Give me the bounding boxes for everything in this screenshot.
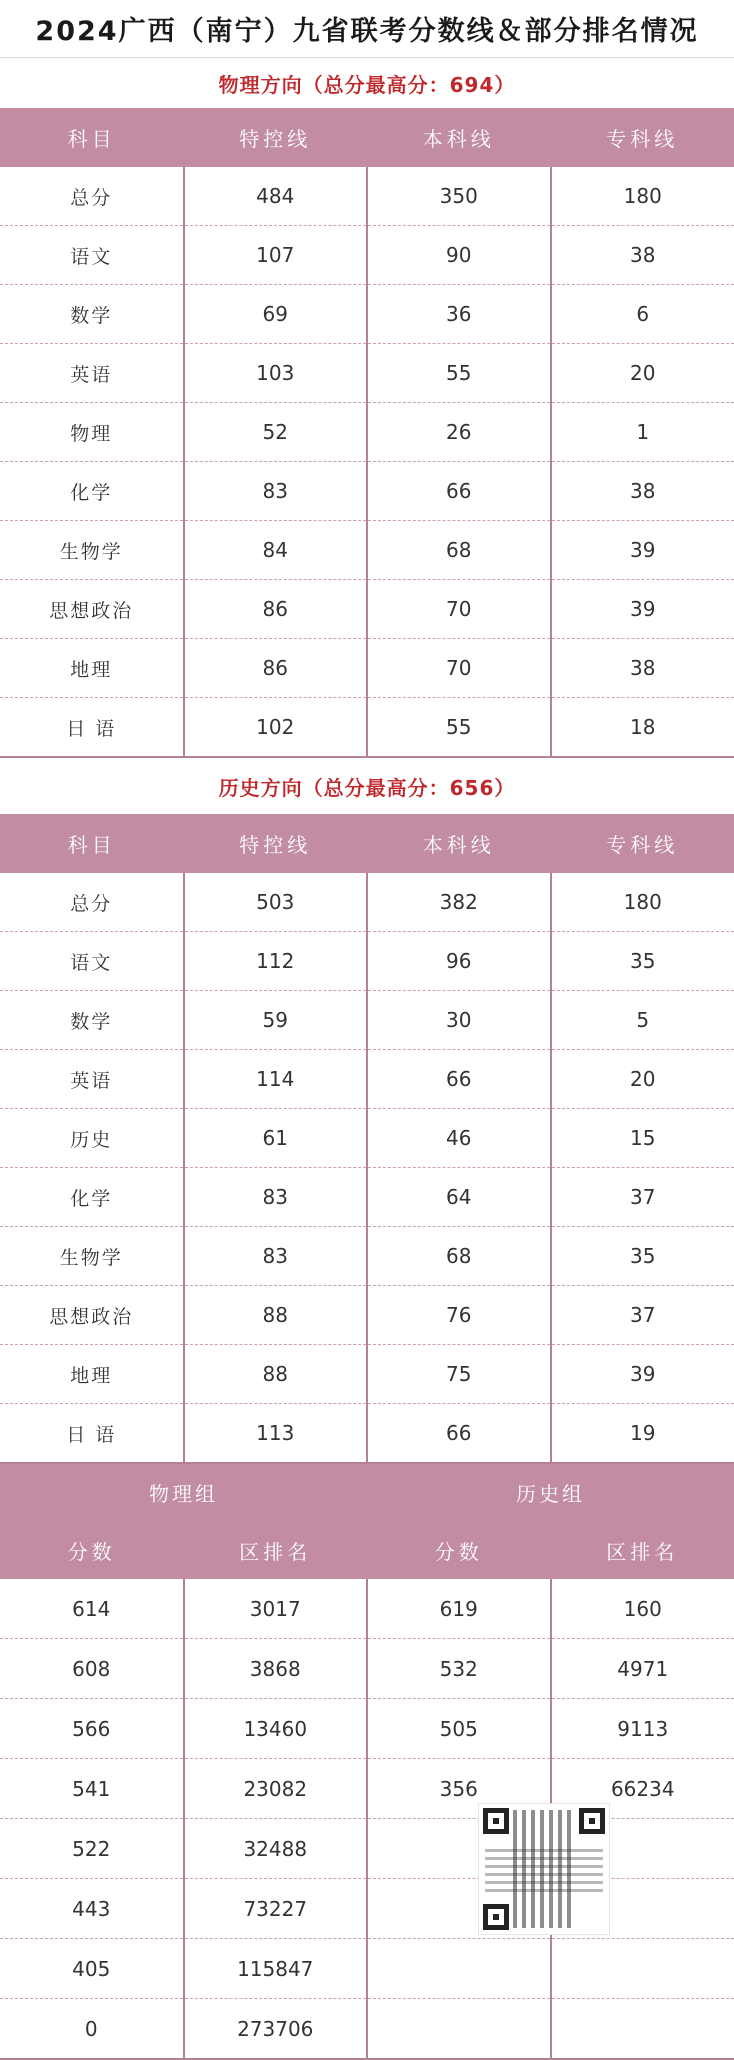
table-cell: 90 (367, 226, 551, 285)
table-cell: 83 (184, 1227, 368, 1286)
table-cell: 历史 (0, 1109, 184, 1168)
table-cell (551, 1939, 734, 1999)
table-cell: 107 (184, 226, 368, 285)
page-title: 2024广西（南宁）九省联考分数线＆部分排名情况 (0, 0, 734, 58)
qr-finder-mark (483, 1808, 509, 1834)
table-cell: 86 (184, 639, 368, 698)
table-cell: 38 (551, 639, 734, 698)
table-cell: 66 (367, 1404, 551, 1464)
table-cell: 180 (551, 167, 734, 226)
table-cell: 9113 (551, 1699, 734, 1759)
ranking-table (0, 1521, 734, 2060)
table-cell: 55 (367, 344, 551, 403)
table-cell: 地理 (0, 639, 184, 698)
table-cell: 405 (0, 1939, 184, 1999)
table-row (0, 521, 734, 580)
table-row (0, 1759, 734, 1819)
table-cell: 69 (184, 285, 368, 344)
table-cell: 18 (551, 698, 734, 758)
table-cell: 83 (184, 1168, 368, 1227)
table-row (0, 1939, 734, 1999)
table-cell: 英语 (0, 344, 184, 403)
table-cell: 113 (184, 1404, 368, 1464)
table-cell: 数学 (0, 991, 184, 1050)
table-cell: 84 (184, 521, 368, 580)
table-cell: 70 (367, 580, 551, 639)
physics-group-label: 物理组 (0, 1464, 367, 1521)
column-header: 分数 (0, 1521, 184, 1579)
table-cell: 566 (0, 1699, 184, 1759)
table-cell (367, 1999, 551, 2060)
table-cell: 75 (367, 1345, 551, 1404)
table-cell: 4971 (551, 1639, 734, 1699)
table-cell: 地理 (0, 1345, 184, 1404)
table-cell: 160 (551, 1579, 734, 1639)
table-cell: 484 (184, 167, 368, 226)
table-cell: 70 (367, 639, 551, 698)
table-cell: 350 (367, 167, 551, 226)
table-row (0, 1286, 734, 1345)
table-row (0, 167, 734, 226)
table-row (0, 1999, 734, 2060)
table-cell: 541 (0, 1759, 184, 1819)
column-header: 特控线 (184, 108, 368, 167)
table-row (0, 1168, 734, 1227)
table-cell: 38 (551, 462, 734, 521)
table-cell: 化学 (0, 1168, 184, 1227)
table-cell: 68 (367, 521, 551, 580)
qr-finder-mark (483, 1904, 509, 1930)
physics-section-heading: 物理方向（总分最高分：694） (0, 58, 734, 108)
table-row (0, 873, 734, 932)
table-cell: 608 (0, 1639, 184, 1699)
history-section-heading: 历史方向（总分最高分：656） (0, 758, 734, 814)
table-row (0, 580, 734, 639)
table-cell: 76 (367, 1286, 551, 1345)
table-cell: 生物学 (0, 521, 184, 580)
table-row (0, 1639, 734, 1699)
table-cell: 36 (367, 285, 551, 344)
table-cell: 39 (551, 580, 734, 639)
table-cell: 35 (551, 1227, 734, 1286)
table-cell: 思想政治 (0, 1286, 184, 1345)
table-cell: 化学 (0, 462, 184, 521)
table-cell: 数学 (0, 285, 184, 344)
history-score-table (0, 814, 734, 1464)
table-cell: 83 (184, 462, 368, 521)
table-cell: 日 语 (0, 1404, 184, 1464)
column-header: 区排名 (551, 1521, 734, 1579)
table-cell: 3017 (184, 1579, 368, 1639)
column-header: 专科线 (551, 108, 734, 167)
table-row (0, 698, 734, 758)
table-cell: 55 (367, 698, 551, 758)
column-header: 科目 (0, 108, 184, 167)
table-cell: 88 (184, 1345, 368, 1404)
table-cell: 102 (184, 698, 368, 758)
table-cell: 37 (551, 1286, 734, 1345)
table-row (0, 1404, 734, 1464)
table-cell: 语文 (0, 932, 184, 991)
physics-score-table (0, 108, 734, 758)
table-cell: 114 (184, 1050, 368, 1109)
table-cell: 语文 (0, 226, 184, 285)
table-row (0, 344, 734, 403)
table-cell: 35 (551, 932, 734, 991)
table-cell: 3868 (184, 1639, 368, 1699)
table-cell: 46 (367, 1109, 551, 1168)
column-header: 特控线 (184, 814, 368, 873)
table-header-row (0, 814, 734, 873)
table-header-row (0, 1521, 734, 1579)
table-cell: 20 (551, 344, 734, 403)
column-header: 专科线 (551, 814, 734, 873)
physics-table-body (0, 167, 734, 757)
table-row (0, 1579, 734, 1639)
table-row (0, 226, 734, 285)
ranking-table-body (0, 1579, 734, 2059)
table-cell: 思想政治 (0, 580, 184, 639)
history-group-label: 历史组 (367, 1464, 734, 1521)
table-cell: 503 (184, 873, 368, 932)
table-cell: 115847 (184, 1939, 368, 1999)
table-cell: 19 (551, 1404, 734, 1464)
table-cell: 522 (0, 1819, 184, 1879)
table-cell (551, 1999, 734, 2060)
table-cell: 23082 (184, 1759, 368, 1819)
ranking-group-header (0, 1464, 734, 1521)
table-cell: 日 语 (0, 698, 184, 758)
table-cell (367, 1939, 551, 1999)
table-cell: 59 (184, 991, 368, 1050)
table-row (0, 991, 734, 1050)
table-cell: 32488 (184, 1819, 368, 1879)
column-header: 区排名 (184, 1521, 368, 1579)
table-row (0, 1879, 734, 1939)
table-cell: 96 (367, 932, 551, 991)
table-cell: 88 (184, 1286, 368, 1345)
table-cell: 68 (367, 1227, 551, 1286)
table-cell: 86 (184, 580, 368, 639)
table-cell: 39 (551, 521, 734, 580)
table-cell: 103 (184, 344, 368, 403)
table-cell: 66 (367, 1050, 551, 1109)
table-cell: 532 (367, 1639, 551, 1699)
table-cell: 生物学 (0, 1227, 184, 1286)
table-cell: 英语 (0, 1050, 184, 1109)
table-cell: 0 (0, 1999, 184, 2060)
table-cell: 6 (551, 285, 734, 344)
table-cell: 37 (551, 1168, 734, 1227)
table-cell: 66 (367, 462, 551, 521)
table-cell: 38 (551, 226, 734, 285)
table-cell: 73227 (184, 1879, 368, 1939)
table-cell: 64 (367, 1168, 551, 1227)
table-cell: 26 (367, 403, 551, 462)
table-cell: 66234 (551, 1759, 734, 1819)
table-cell: 356 (367, 1759, 551, 1819)
column-header: 本科线 (367, 814, 551, 873)
qr-finder-mark (579, 1808, 605, 1834)
table-cell: 39 (551, 1345, 734, 1404)
table-cell: 30 (367, 991, 551, 1050)
table-row (0, 1819, 734, 1879)
table-row (0, 1109, 734, 1168)
table-row (0, 1345, 734, 1404)
table-cell: 382 (367, 873, 551, 932)
table-cell: 273706 (184, 1999, 368, 2060)
table-cell: 20 (551, 1050, 734, 1109)
table-cell: 5 (551, 991, 734, 1050)
table-row (0, 285, 734, 344)
history-table-body (0, 873, 734, 1463)
column-header: 分数 (367, 1521, 551, 1579)
table-cell: 13460 (184, 1699, 368, 1759)
table-cell: 112 (184, 932, 368, 991)
table-cell: 总分 (0, 873, 184, 932)
table-row (0, 932, 734, 991)
table-cell: 52 (184, 403, 368, 462)
table-row (0, 1699, 734, 1759)
qr-code-image (478, 1803, 610, 1935)
table-cell: 180 (551, 873, 734, 932)
table-row (0, 639, 734, 698)
column-header: 本科线 (367, 108, 551, 167)
table-cell: 505 (367, 1699, 551, 1759)
table-cell: 15 (551, 1109, 734, 1168)
table-row (0, 462, 734, 521)
table-header-row (0, 108, 734, 167)
qr-pattern (485, 1844, 603, 1892)
table-row (0, 1227, 734, 1286)
table-cell: 61 (184, 1109, 368, 1168)
table-cell: 1 (551, 403, 734, 462)
table-cell: 总分 (0, 167, 184, 226)
column-header: 科目 (0, 814, 184, 873)
table-row (0, 403, 734, 462)
table-cell: 619 (367, 1579, 551, 1639)
table-cell: 物理 (0, 403, 184, 462)
table-cell: 614 (0, 1579, 184, 1639)
table-cell: 443 (0, 1879, 184, 1939)
table-row (0, 1050, 734, 1109)
